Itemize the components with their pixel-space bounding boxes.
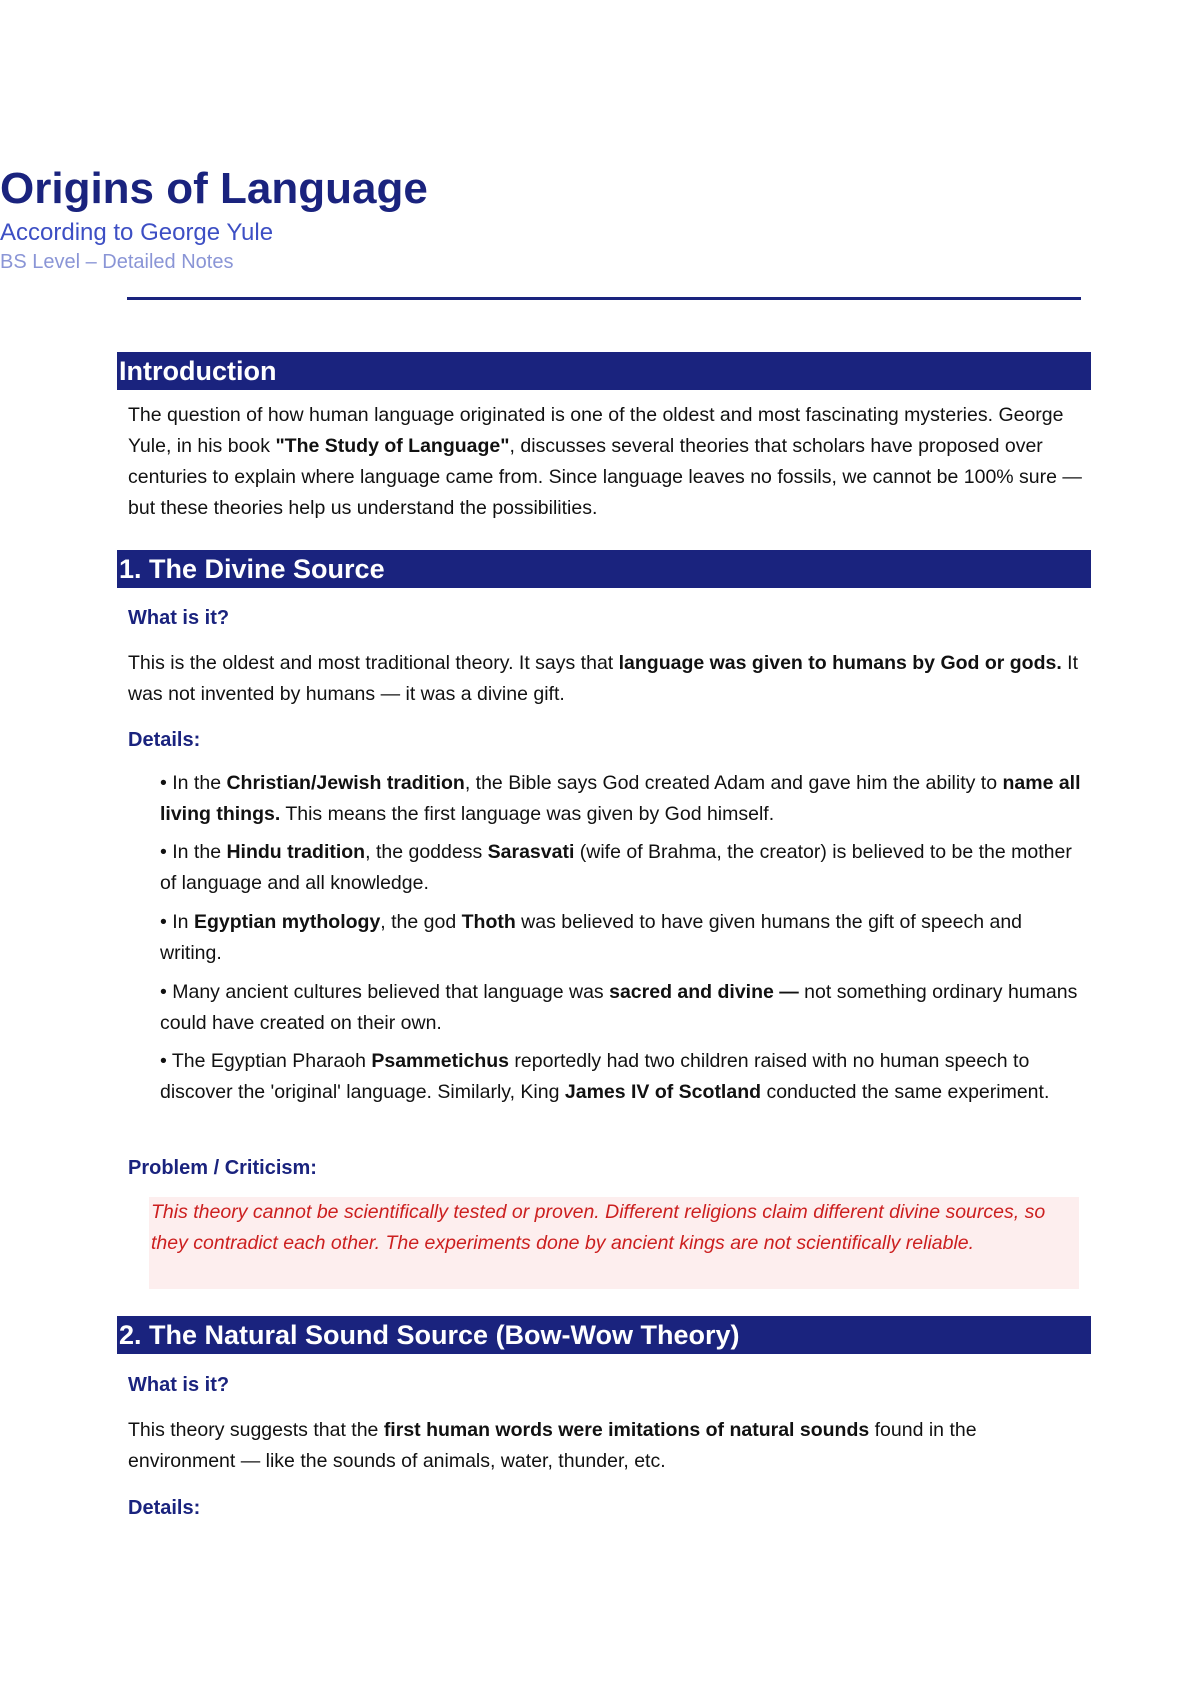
divine-what-text-b: It was not invented by humans — it was a divine gift. (128, 652, 1079, 705)
bullet-bold: Hindu tradition (226, 841, 366, 863)
divine-details-label: Details: (128, 729, 201, 751)
bullet-bold: James IV of Scotland (564, 1081, 762, 1103)
section-heading-natural-sound: 2. The Natural Sound Source (Bow-Wow Theory) (117, 1316, 1091, 1354)
divine-problem-label: Problem / Criticism: (128, 1157, 317, 1179)
bullet-bold: Sarasvati (487, 841, 575, 863)
intro-text-b: , discusses several theories that scholars have proposed over centuries to explain where language came from. Since language leaves no fossils, we cannot be 100% sure — but these theories help us understand the possibilities. (128, 435, 1082, 519)
bullet-text: not something ordinary humans could have created on their own. (160, 981, 1078, 1034)
bullet-bold: Thoth (461, 911, 516, 933)
divine-bullet-egyptian (160, 907, 1085, 969)
divine-bullet-christian (160, 768, 1085, 830)
bullet-bold: Psammetichus (371, 1050, 510, 1072)
bullet-text: • The Egyptian Pharaoh (160, 1050, 372, 1072)
natural-what-text-a: This theory suggests that the (128, 1419, 384, 1441)
intro-paragraph (128, 400, 1083, 524)
criticism-text: This theory cannot be scientifically tested or proven. Different religions claim different divine sources, so they contradict each other. The experiments done by ancient kings are not scientifically reliable. (151, 1201, 1046, 1254)
natural-what-label: What is it? (128, 1374, 230, 1396)
bullet-bold: Christian/Jewish tradition (226, 772, 465, 794)
bullet-text: , the Bible says God created Adam and gave him the ability to (464, 772, 1003, 794)
divine-what-text-a: This is the oldest and most traditional theory. It says that (128, 652, 619, 674)
divine-what-paragraph (128, 648, 1083, 710)
bullet-text: (wife of Brahma, the creator) is believed to be the mother of language and all knowledge. (160, 841, 1072, 894)
bullet-text: • In the (160, 841, 227, 863)
bullet-text: conducted the same experiment. (761, 1081, 1050, 1103)
section-heading-introduction: Introduction (117, 352, 1091, 390)
bullet-bold: sacred and divine — (609, 981, 799, 1003)
natural-what-text-b: found in the environment — like the sounds of animals, water, thunder, etc. (128, 1419, 977, 1472)
bullet-text: , the goddess (365, 841, 488, 863)
bullet-text: was believed to have given humans the gift of speech and writing. (160, 911, 1023, 964)
doc-level: BS Level – Detailed Notes (0, 251, 234, 273)
bullet-text: This means the first language was given by God himself. (280, 803, 775, 825)
doc-title: Origins of Language (0, 164, 428, 213)
bullet-text: reportedly had two children raised with no human speech to discover the 'original' language. Similarly, King (160, 1050, 1030, 1103)
intro-book-title: "The Study of Language" (275, 435, 510, 457)
divine-bullet-ancient-cultures (160, 977, 1085, 1039)
section-heading-divine-source: 1. The Divine Source (117, 550, 1091, 588)
bullet-bold: name all living things. (160, 772, 1081, 825)
header-rule (127, 297, 1081, 300)
bullet-text: • Many ancient cultures believed that language was (160, 981, 610, 1003)
bullet-bold: Egyptian mythology (193, 911, 381, 933)
natural-what-bold: first human words were imitations of natural sounds (383, 1419, 870, 1441)
divine-bullet-hindu (160, 837, 1085, 899)
natural-what-paragraph (128, 1415, 1083, 1477)
intro-text-a: The question of how human language originated is one of the oldest and most fascinating mysteries. George Yule, in his book (128, 404, 1064, 457)
bullet-text: • In (160, 911, 194, 933)
natural-details-label: Details: (128, 1497, 201, 1519)
divine-what-label: What is it? (128, 607, 230, 629)
divine-what-bold: language was given to humans by God or gods. (618, 652, 1062, 674)
doc-subtitle: According to George Yule (0, 219, 274, 246)
divine-bullet-psammetichus (160, 1046, 1085, 1108)
bullet-text: • In the (160, 772, 227, 794)
bullet-text: , the god (380, 911, 462, 933)
